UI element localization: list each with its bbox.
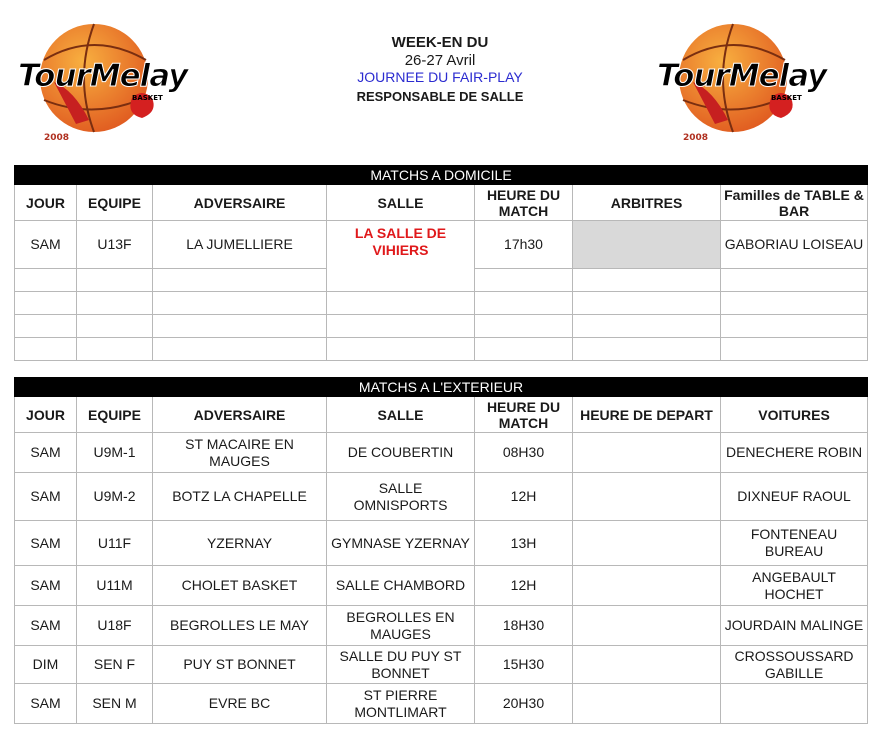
- col-voitures: VOITURES: [721, 397, 868, 433]
- table-row: [15, 646, 868, 684]
- logo-year: 2008: [44, 133, 70, 143]
- cell-jour: SAM: [15, 684, 77, 724]
- cell-adversaire: BOTZ LA CHAPELLE: [153, 473, 327, 521]
- table-row: [15, 292, 868, 315]
- table-row: [15, 473, 868, 521]
- cell-heure: 12H: [475, 566, 573, 606]
- cell-jour: DIM: [15, 646, 77, 684]
- home-section-title: MATCHS A DOMICILE: [15, 166, 868, 185]
- cell-salle: ST PIERRE MONTLIMART: [327, 684, 475, 724]
- basketball-logo-icon: [14, 20, 189, 145]
- page-title: WEEK-EN DU: [391, 34, 489, 51]
- cell-jour: SAM: [15, 566, 77, 606]
- responsable-label: RESPONSABLE DE SALLE: [356, 89, 524, 104]
- cell-depart: [573, 606, 721, 646]
- cell-voitures: ANGEBAULT HOCHET: [721, 566, 868, 606]
- col-equipe: EQUIPE: [77, 185, 153, 221]
- basketball-logo-icon: [653, 20, 828, 145]
- cell-adversaire: ST MACAIRE EN MAUGES: [153, 433, 327, 473]
- col-salle: SALLE: [327, 185, 475, 221]
- cell-equipe: U11F: [77, 521, 153, 566]
- cell-depart: [573, 433, 721, 473]
- cell-adversaire: BEGROLLES LE MAY: [153, 606, 327, 646]
- cell-voitures: CROSSOUSSARD GABILLE: [721, 646, 868, 684]
- cell-heure: 13H: [475, 521, 573, 566]
- table-row: [15, 521, 868, 566]
- cell-adversaire: YZERNAY: [153, 521, 327, 566]
- cell-voitures: [721, 684, 868, 724]
- cell-jour: SAM: [15, 606, 77, 646]
- cell-heure: 20H30: [475, 684, 573, 724]
- table-row: [15, 606, 868, 646]
- cell-equipe: U13F: [77, 221, 153, 269]
- col-arbitres: ARBITRES: [573, 185, 721, 221]
- cell-salle: GYMNASE YZERNAY: [327, 521, 475, 566]
- cell-heure: 12H: [475, 473, 573, 521]
- cell-jour: SAM: [15, 521, 77, 566]
- logo-wordmark: TourMelay: [657, 58, 827, 94]
- cell-salle: SALLE OMNISPORTS: [327, 473, 475, 521]
- cell-salle: BEGROLLES EN MAUGES: [327, 606, 475, 646]
- cell-equipe: U9M-2: [77, 473, 153, 521]
- cell-voitures: FONTENEAU BUREAU: [721, 521, 868, 566]
- col-adversaire: ADVERSAIRE: [153, 185, 327, 221]
- cell-heure: 08H30: [475, 433, 573, 473]
- table-row: [15, 221, 868, 269]
- club-logo-right: [653, 20, 828, 145]
- col-jour: JOUR: [15, 185, 77, 221]
- col-heure-depart: HEURE DE DEPART: [573, 397, 721, 433]
- cell-jour: SAM: [15, 473, 77, 521]
- cell-depart: [573, 473, 721, 521]
- table-row: [15, 338, 868, 361]
- cell-familles: GABORIAU LOISEAU: [721, 221, 868, 269]
- table-row: [15, 566, 868, 606]
- cell-adversaire: LA JUMELLIERE: [153, 221, 327, 269]
- cell-salle: DE COUBERTIN: [327, 433, 475, 473]
- col-salle: SALLE: [327, 397, 475, 433]
- cell-equipe: U9M-1: [77, 433, 153, 473]
- page-header: [300, 34, 580, 106]
- cell-heure: 18H30: [475, 606, 573, 646]
- cell-adversaire: CHOLET BASKET: [153, 566, 327, 606]
- cell-heure: 17h30: [475, 221, 573, 269]
- cell-voitures: JOURDAIN MALINGE: [721, 606, 868, 646]
- col-heure-match: HEURE DU MATCH: [475, 185, 573, 221]
- away-section-title: MATCHS A L'EXTERIEUR: [15, 378, 868, 397]
- cell-depart: [573, 646, 721, 684]
- cell-adversaire: PUY ST BONNET: [153, 646, 327, 684]
- cell-equipe: U18F: [77, 606, 153, 646]
- weekend-dates: 26-27 Avril: [404, 52, 476, 69]
- cell-equipe: SEN F: [77, 646, 153, 684]
- cell-jour: SAM: [15, 221, 77, 269]
- cell-depart: [573, 521, 721, 566]
- col-adversaire: ADVERSAIRE: [153, 397, 327, 433]
- home-matches-table: [14, 165, 868, 361]
- club-logo-left: [14, 20, 189, 145]
- table-row: [15, 315, 868, 338]
- logo-year: 2008: [683, 133, 709, 143]
- col-familles: Familles de TABLE & BAR: [721, 185, 868, 221]
- table-row: [15, 433, 868, 473]
- cell-salle: SALLE CHAMBORD: [327, 566, 475, 606]
- away-matches-table: [14, 377, 868, 724]
- cell-equipe: U11M: [77, 566, 153, 606]
- cell-voitures: DIXNEUF RAOUL: [721, 473, 868, 521]
- logo-wordmark: TourMelay: [18, 58, 188, 94]
- col-jour: JOUR: [15, 397, 77, 433]
- col-heure-match: HEURE DU MATCH: [475, 397, 573, 433]
- cell-equipe: SEN M: [77, 684, 153, 724]
- cell-voitures: DENECHERE ROBIN: [721, 433, 868, 473]
- cell-jour: SAM: [15, 433, 77, 473]
- logo-sub: BASKET: [132, 94, 163, 102]
- home-venue: LA SALLE DE VIHIERS: [327, 221, 475, 292]
- event-subtitle: JOURNEE DU FAIR-PLAY: [357, 69, 523, 85]
- logo-sub: BASKET: [771, 94, 802, 102]
- col-equipe: EQUIPE: [77, 397, 153, 433]
- cell-heure: 15H30: [475, 646, 573, 684]
- cell-depart: [573, 566, 721, 606]
- table-row: [15, 684, 868, 724]
- cell-adversaire: EVRE BC: [153, 684, 327, 724]
- cell-depart: [573, 684, 721, 724]
- cell-salle: SALLE DU PUY ST BONNET: [327, 646, 475, 684]
- cell-arbitres: [573, 221, 721, 269]
